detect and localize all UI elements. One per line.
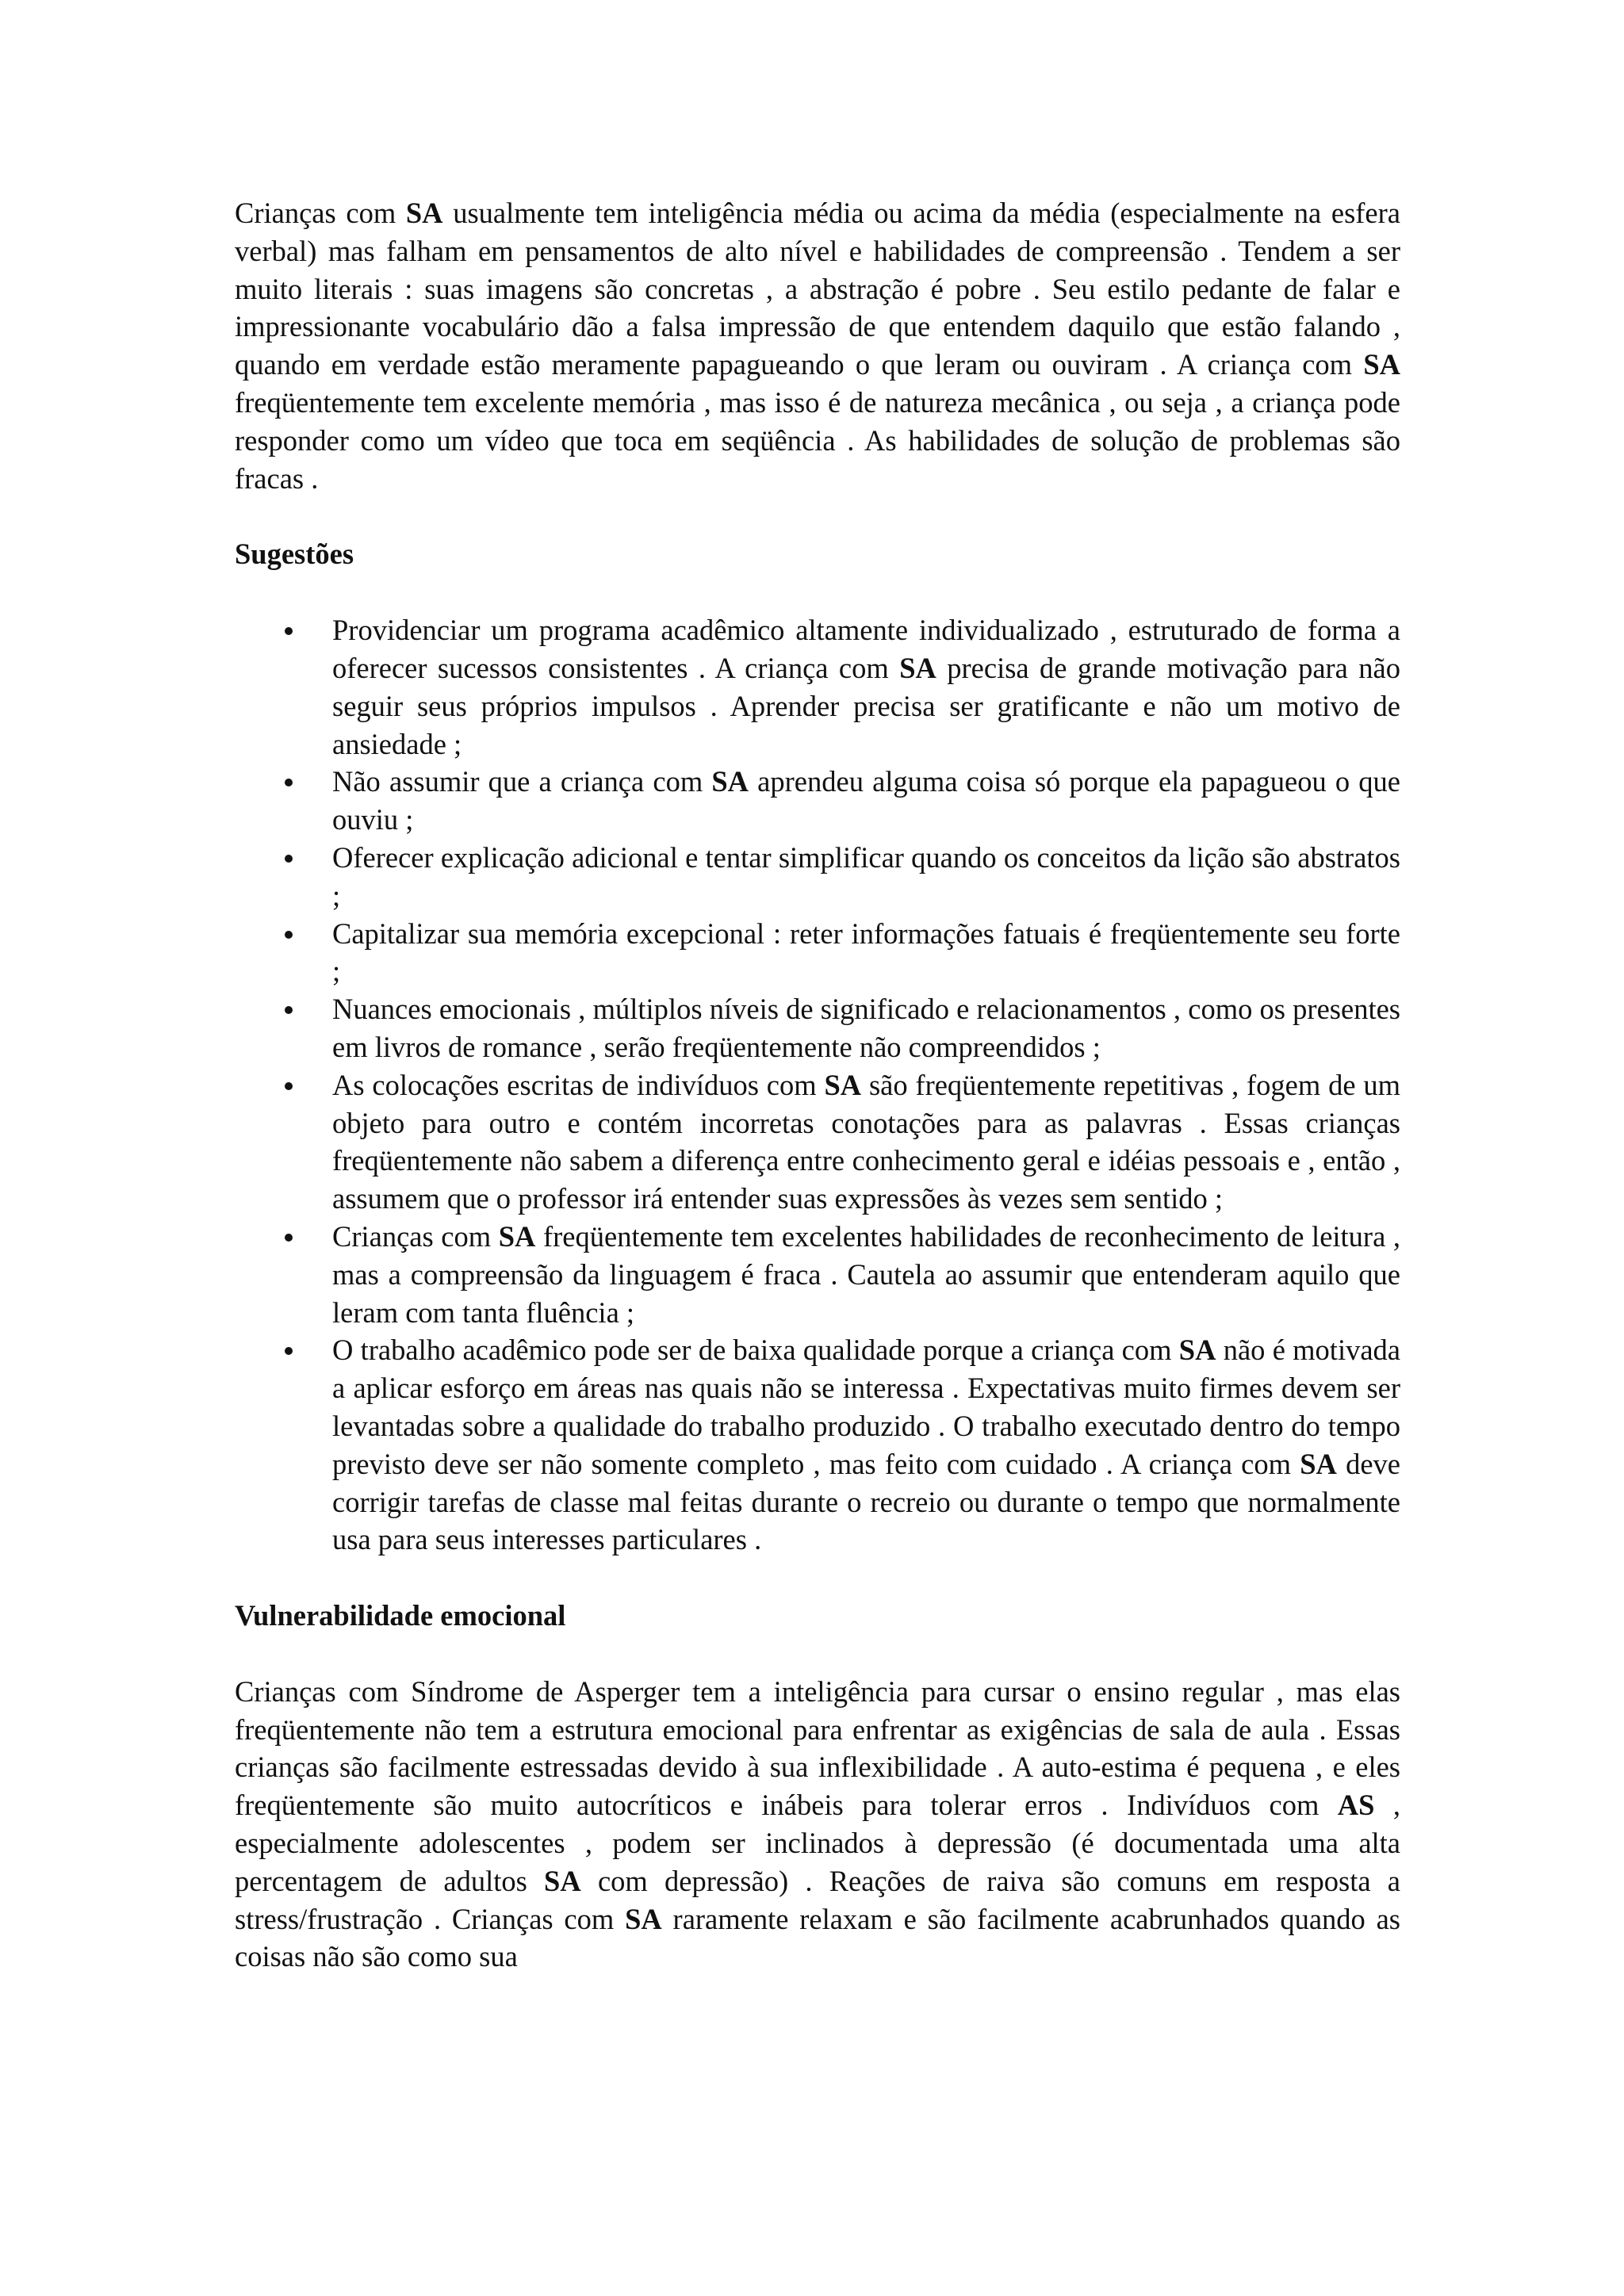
list-item: Nuances emocionais , múltiplos níveis de significado e relacionamentos , como os presentes em livros de romance , serão freqüentemente não compreendidos ; [235,990,1400,1066]
abbr-sa: SA [899,651,936,684]
abbr-sa: SA [824,1068,862,1101]
list-item: Não assumir que a criança com SA aprendeu alguma coisa só porque ela papagueou o que ouviu ; [235,763,1400,839]
bullet-icon [285,1006,293,1014]
section-heading-sugestoes: Sugestões [235,538,354,571]
bullet-icon [285,1082,293,1090]
abbr-sa: SA [544,1864,581,1897]
list-item: Capitalizar sua memória excepcional : reter informações fatuais é freqüentemente seu forte ; [235,915,1400,991]
abbr-sa: SA [405,197,443,229]
bullet-icon [285,1347,293,1355]
bullet-icon [285,627,293,635]
abbr-as: AS [1337,1789,1375,1822]
section-heading-vulnerabilidade: Vulnerabilidade emocional [235,1599,566,1632]
abbr-sa: SA [1363,348,1400,381]
bullet-icon [285,931,293,939]
abbr-sa: SA [1300,1447,1337,1480]
list-item: As colocações escritas de indivíduos com SA são freqüentemente repetitivas , fogem de um objeto para outro e contém incorretas conotações para as palavras . Essas crianças freqüentemente não sabem a diferença entre conhecimento geral e idéias pessoais e , então , assumem que o professor irá entender suas expressões às vezes sem sentido ; [235,1066,1400,1218]
abbr-sa: SA [711,765,749,798]
bullet-icon [285,1234,293,1242]
bullet-icon [285,779,293,786]
document-page [235,194,1400,1976]
abbr-sa: SA [498,1219,536,1253]
list-item: Providenciar um programa acadêmico altamente individualizado , estruturado de forma a oferecer sucessos consistentes . A criança com SA precisa de grande motivação para não seguir seus próprios impulsos . Aprender precisa ser gratificante e não um motivo de ansiedade ; [235,611,1400,763]
abbr-sa: SA [625,1902,662,1935]
list-item: Crianças com SA freqüentemente tem excelentes habilidades de reconhecimento de leitura , mas a compreensão da linguagem é fraca . Cautela ao assumir que entenderam aquilo que leram com tanta fluência ; [235,1218,1400,1331]
vulnerability-paragraph: Crianças com Síndrome de Asperger tem a inteligência para cursar o ensino regular , mas elas freqüentemente não tem a estrutura emocional para enfrentar as exigências de sala de aula . Essas crianças são facilmente estressadas devido à sua inflexibilidade . A auto-estima é pequena , e eles freqüentemente são muito autocríticos e inábeis para tolerar erros . Indivíduos com AS , especialmente adolescentes , podem ser inclinados à depressão (é documentada uma alta percentagem de adultos SA com depressão) . Reações de raiva são comuns em resposta a stress/frustração . Crianças com SA raramente relaxam e são facilmente acabrunhados quando as coisas não são como sua [235,1674,1401,1973]
bullet-icon [285,855,293,863]
abbr-sa: SA [1178,1334,1216,1367]
list-item: O trabalho acadêmico pode ser de baixa qualidade porque a criança com SA não é motivada a aplicar esforço em áreas nas quais não se interessa . Expectativas muito firmes devem ser levantadas sobre a qualidade do trabalho produzido . O trabalho executado dentro do tempo previsto deve ser não somente completo , mas feito com cuidado . A criança com SA deve corrigir tarefas de classe mal feitas durante o recreio ou durante o tempo que normalmente usa para seus interesses particulares . [235,1331,1400,1559]
list-item: Oferecer explicação adicional e tentar simplificar quando os conceitos da lição são abstratos ; [235,839,1400,915]
suggestions-list [235,611,1400,1559]
intro-paragraph: Crianças com SA usualmente tem inteligência média ou acima da média (especialmente na esfera verbal) mas falham em pensamentos de alto nível e habilidades de compreensão . Tendem a ser muito literais : suas imagens são concretas , a abstração é pobre . Seu estilo pedante de falar e impressionante vocabulário dão a falsa impressão de que entendem daquilo que estão falando , quando em verdade estão meramente papagueando o que leram ou ouviram . A criança com SA freqüentemente tem excelente memória , mas isso é de natureza mecânica , ou seja , a criança pode responder como um vídeo que toca em seqüência . As habilidades de solução de problemas são fracas . [235,197,1400,495]
